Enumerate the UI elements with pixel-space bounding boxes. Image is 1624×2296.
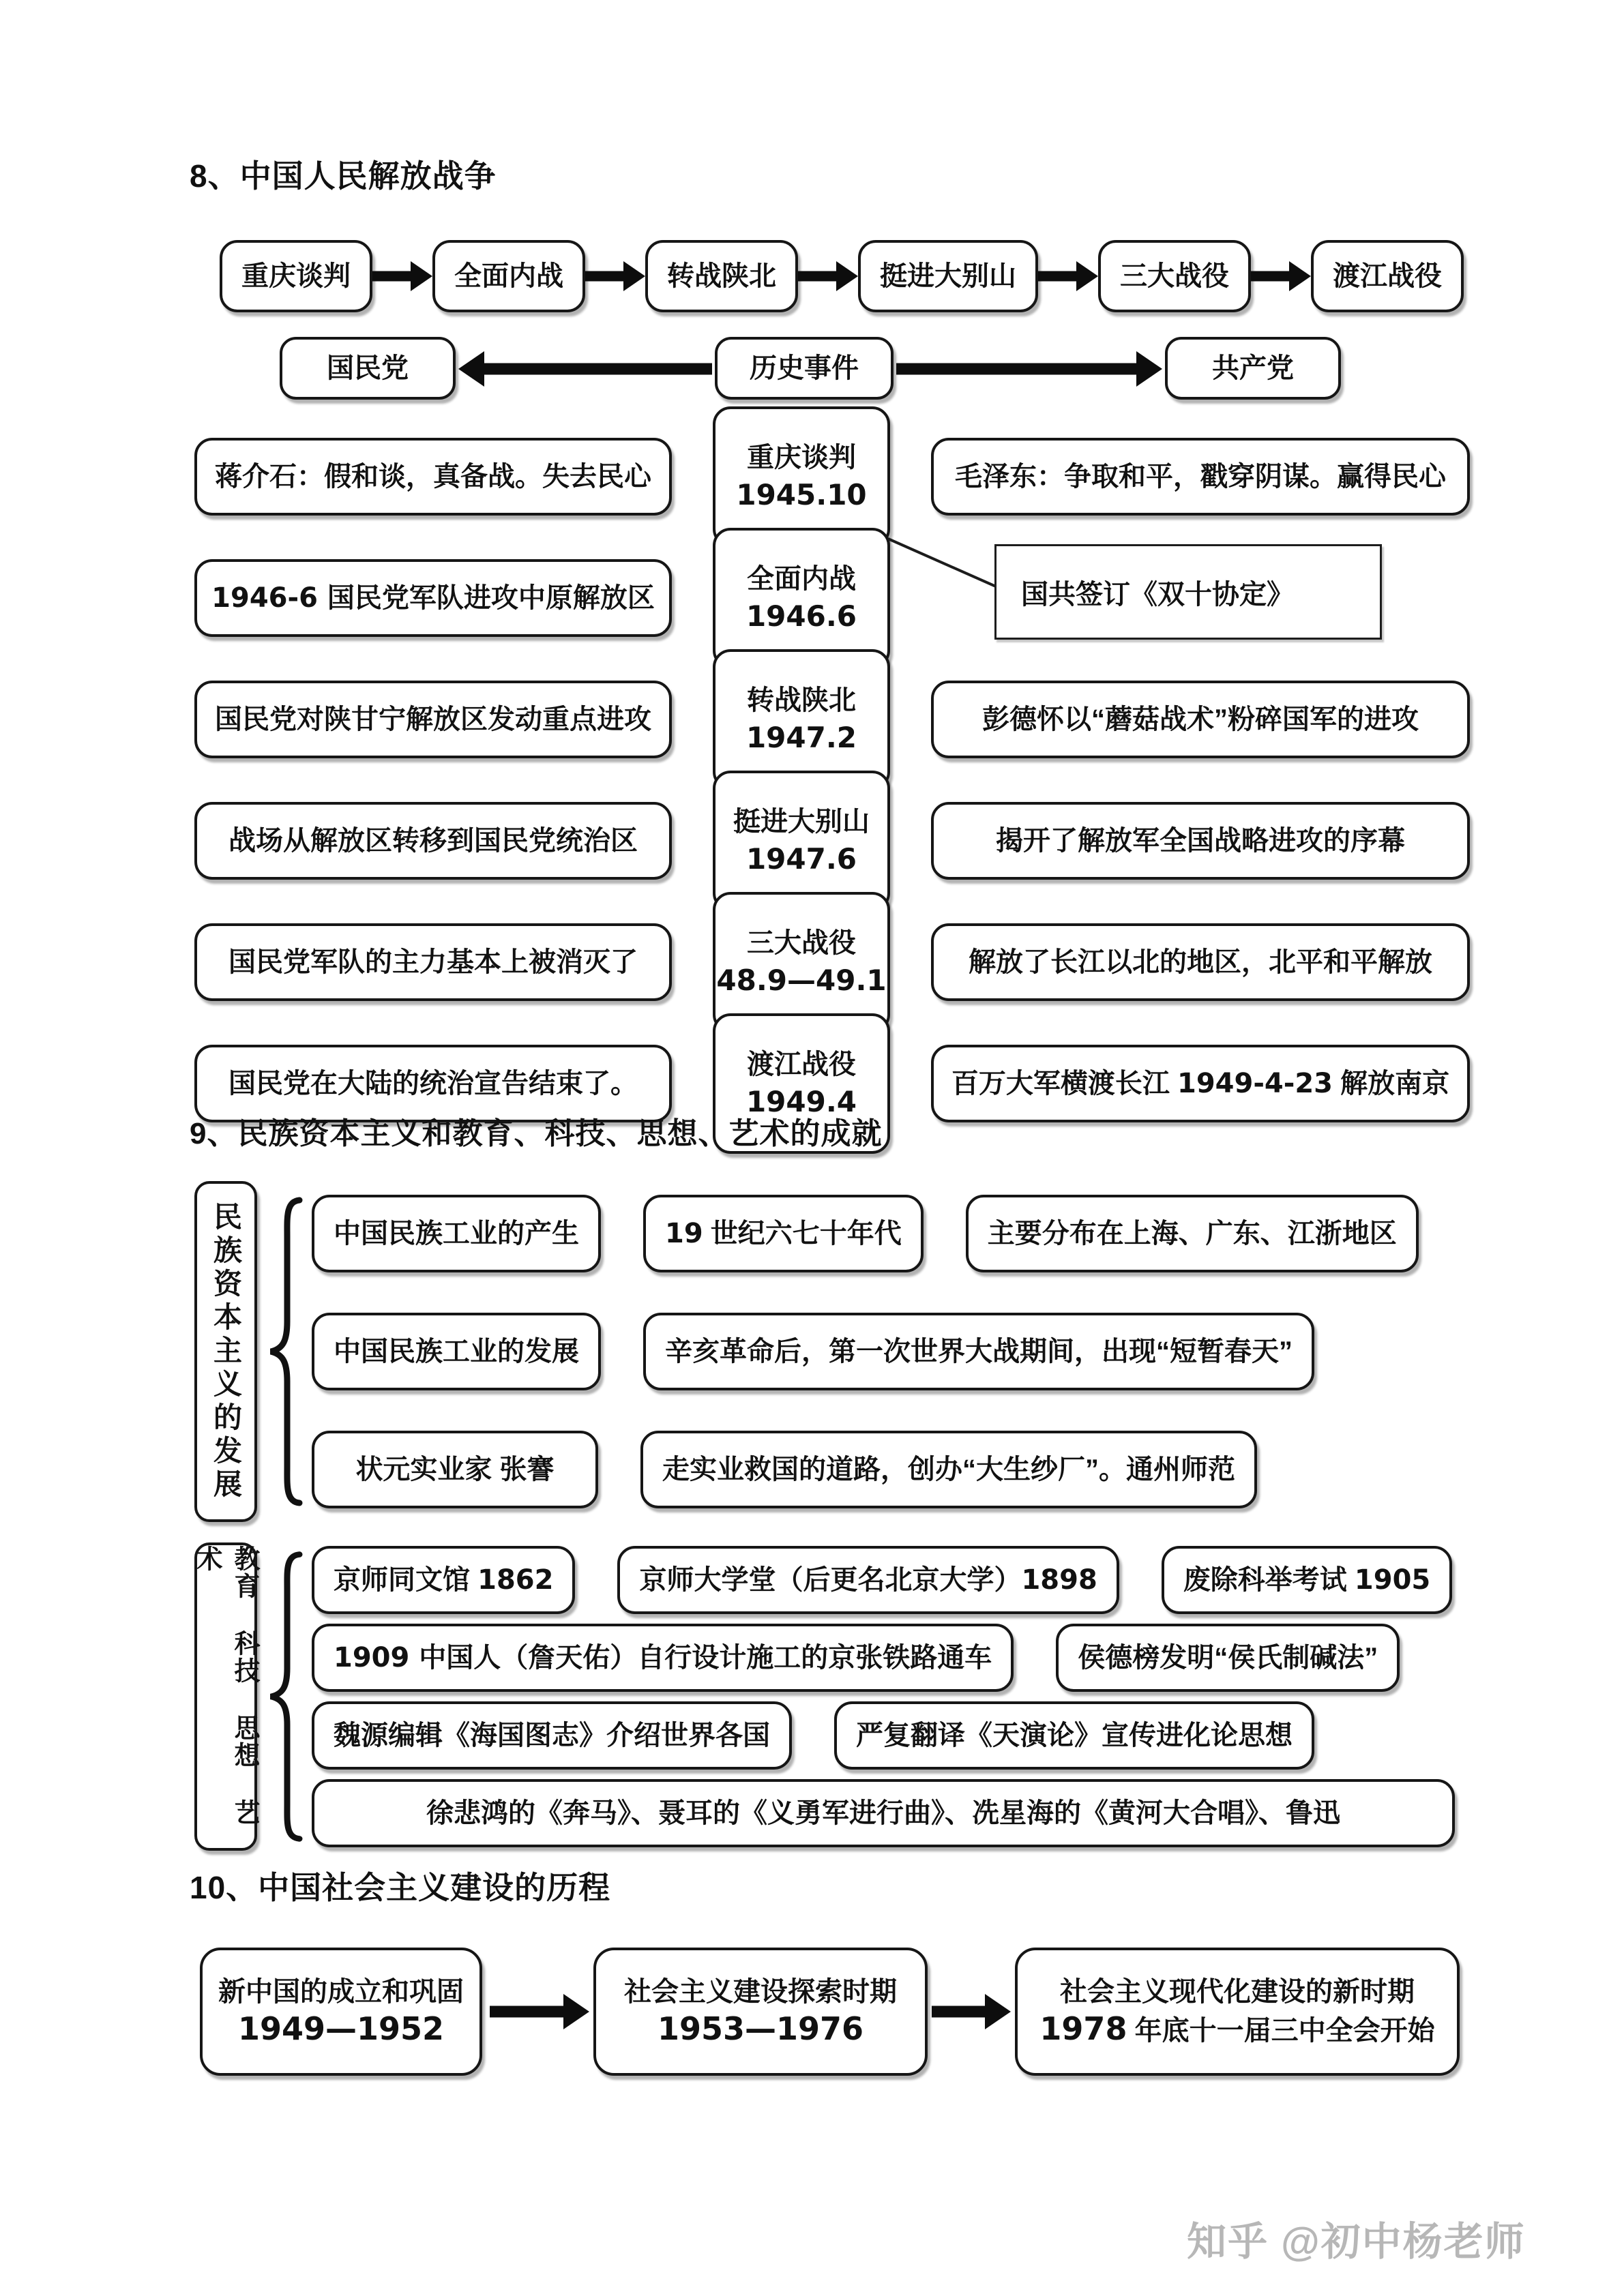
flow-box-civil-war: 全面内战 — [432, 240, 585, 312]
detail-box: 19 世纪六七十年代 — [643, 1195, 924, 1272]
flow-arrow-icon — [1038, 260, 1098, 293]
row-schools — [312, 1546, 1455, 1614]
row-zhangjian — [312, 1431, 1455, 1508]
war-events-grid — [194, 416, 1470, 1144]
kmt-event-box: 1946-6 国民党军队进攻中原解放区 — [194, 559, 672, 637]
event-box-shaanbei: 转战陕北 1947.2 — [713, 649, 890, 790]
event-box-civil-war: 全面内战 1946.6 — [713, 528, 890, 668]
event-box-chongqing: 重庆谈判 1945.10 — [713, 406, 890, 547]
detail-box: 严复翻译《天演论》宣传进化论思想 — [834, 1701, 1314, 1770]
topic-box: 中国民族工业的发展 — [312, 1313, 601, 1390]
ccp-event-box: 百万大军横渡长江 1949-4-23 解放南京 — [931, 1045, 1470, 1122]
topic-box: 中国民族工业的产生 — [312, 1195, 601, 1272]
connector-line — [880, 535, 1006, 596]
flow-box-chongqing: 重庆谈判 — [220, 240, 372, 312]
legend-arrow-right-icon — [896, 351, 1162, 387]
row-railway-chemistry — [312, 1624, 1455, 1692]
section-8-title: 8、中国人民解放战争 — [190, 158, 497, 194]
kmt-event-box: 战场从解放区转移到国民党统治区 — [194, 802, 672, 880]
curly-brace-icon — [263, 1195, 305, 1508]
row-industry-growth — [312, 1313, 1455, 1390]
shuangshi-agreement-note: 国共签订《双十协定》 — [994, 544, 1382, 640]
timeline-arrow-icon — [932, 1994, 1011, 2029]
row-arts — [312, 1779, 1455, 1847]
liberation-war-flow — [220, 240, 1464, 312]
detail-box: 京师大学堂（后更名北京大学）1898 — [617, 1546, 1119, 1614]
legend-ccp-box: 共产党 — [1165, 337, 1341, 400]
kmt-event-box: 国民党军队的主力基本上被消灭了 — [194, 923, 672, 1001]
flow-arrow-icon — [372, 260, 432, 293]
event-box-three-campaigns: 三大战役 48.9—49.1 — [713, 892, 890, 1032]
timeline-arrow-icon — [490, 1994, 589, 2029]
kmt-event-box: 国民党在大陆的统治宣告结束了。 — [194, 1045, 672, 1122]
period-box-founding: 新中国的成立和巩固 1949—1952 — [200, 1948, 482, 2076]
period-box-modernization: 社会主义现代化建设的新时期 1978 年底十一届三中全会开始 — [1015, 1948, 1460, 2076]
flow-box-three-campaigns: 三大战役 — [1098, 240, 1251, 312]
flow-box-yangtze: 渡江战役 — [1311, 240, 1464, 312]
row-industry-birth — [312, 1195, 1455, 1272]
ccp-event-box: 毛泽东：争取和平，戳穿阴谋。赢得民心 — [931, 438, 1470, 516]
ccp-event-box: 彭德怀以“蘑菇战术”粉碎国军的进攻 — [931, 681, 1470, 758]
ccp-event-box: 揭开了解放军全国战略进攻的序幕 — [931, 802, 1470, 880]
detail-box: 京师同文馆 1862 — [312, 1546, 575, 1614]
section-10-title: 10、中国社会主义建设的历程 — [190, 1870, 611, 1905]
detail-box: 徐悲鸿的《奔马》、聂耳的《义勇军进行曲》、冼星海的《黄河大合唱》、鲁迅 — [312, 1779, 1455, 1847]
detail-box: 魏源编辑《海国图志》介绍世界各国 — [312, 1701, 792, 1770]
legend-events-box: 历史事件 — [715, 337, 894, 400]
detail-box: 废除科举考试 1905 — [1162, 1546, 1452, 1614]
detail-box: 1909 中国人（詹天佑）自行设计施工的京张铁路通车 — [312, 1624, 1014, 1692]
legend-kmt-box: 国民党 — [280, 337, 456, 400]
detail-box: 侯德榜发明“侯氏制碱法” — [1056, 1624, 1400, 1692]
group-rows — [312, 1195, 1455, 1508]
section-9-title: 9、民族资本主义和教育、科技、思想、艺术的成就 — [190, 1117, 883, 1150]
flow-arrow-icon — [585, 260, 645, 293]
ccp-event-box: 解放了长江以北的地区，北平和平解放 — [931, 923, 1470, 1001]
group-rows — [312, 1546, 1455, 1847]
flow-box-dabieshan: 挺进大别山 — [858, 240, 1038, 312]
kmt-event-box: 国民党对陕甘宁解放区发动重点进攻 — [194, 681, 672, 758]
event-box-yangtze: 渡江战役 1949.4 — [713, 1013, 890, 1154]
group-label-box: 教育 科技 思想 艺术 — [194, 1542, 257, 1851]
zhihu-watermark: 知乎 @初中杨老师 — [1187, 2220, 1526, 2264]
kmt-event-box: 蒋介石：假和谈，真备战。失去民心 — [194, 438, 672, 516]
national-capitalism-group — [194, 1181, 1455, 1522]
row-books — [312, 1701, 1455, 1770]
flow-arrow-icon — [798, 260, 858, 293]
flow-box-shaanbei: 转战陕北 — [645, 240, 798, 312]
flow-arrow-icon — [1251, 260, 1311, 293]
group-label-box: 民族资本主义的发展 — [194, 1181, 257, 1522]
period-box-exploration: 社会主义建设探索时期 1953—1976 — [593, 1948, 928, 2076]
detail-box: 主要分布在上海、广东、江浙地区 — [966, 1195, 1419, 1272]
event-box-dabieshan: 挺进大别山 1947.6 — [713, 771, 890, 911]
topic-box: 状元实业家 张謇 — [312, 1431, 598, 1508]
education-science-group — [194, 1542, 1455, 1851]
legend-arrow-left-icon — [458, 351, 712, 387]
detail-box: 辛亥革命后，第一次世界大战期间，出现“短暂春天” — [643, 1313, 1314, 1390]
detail-box: 走实业救国的道路，创办“大生纱厂”。通州师范 — [640, 1431, 1257, 1508]
curly-brace-icon — [263, 1549, 305, 1844]
